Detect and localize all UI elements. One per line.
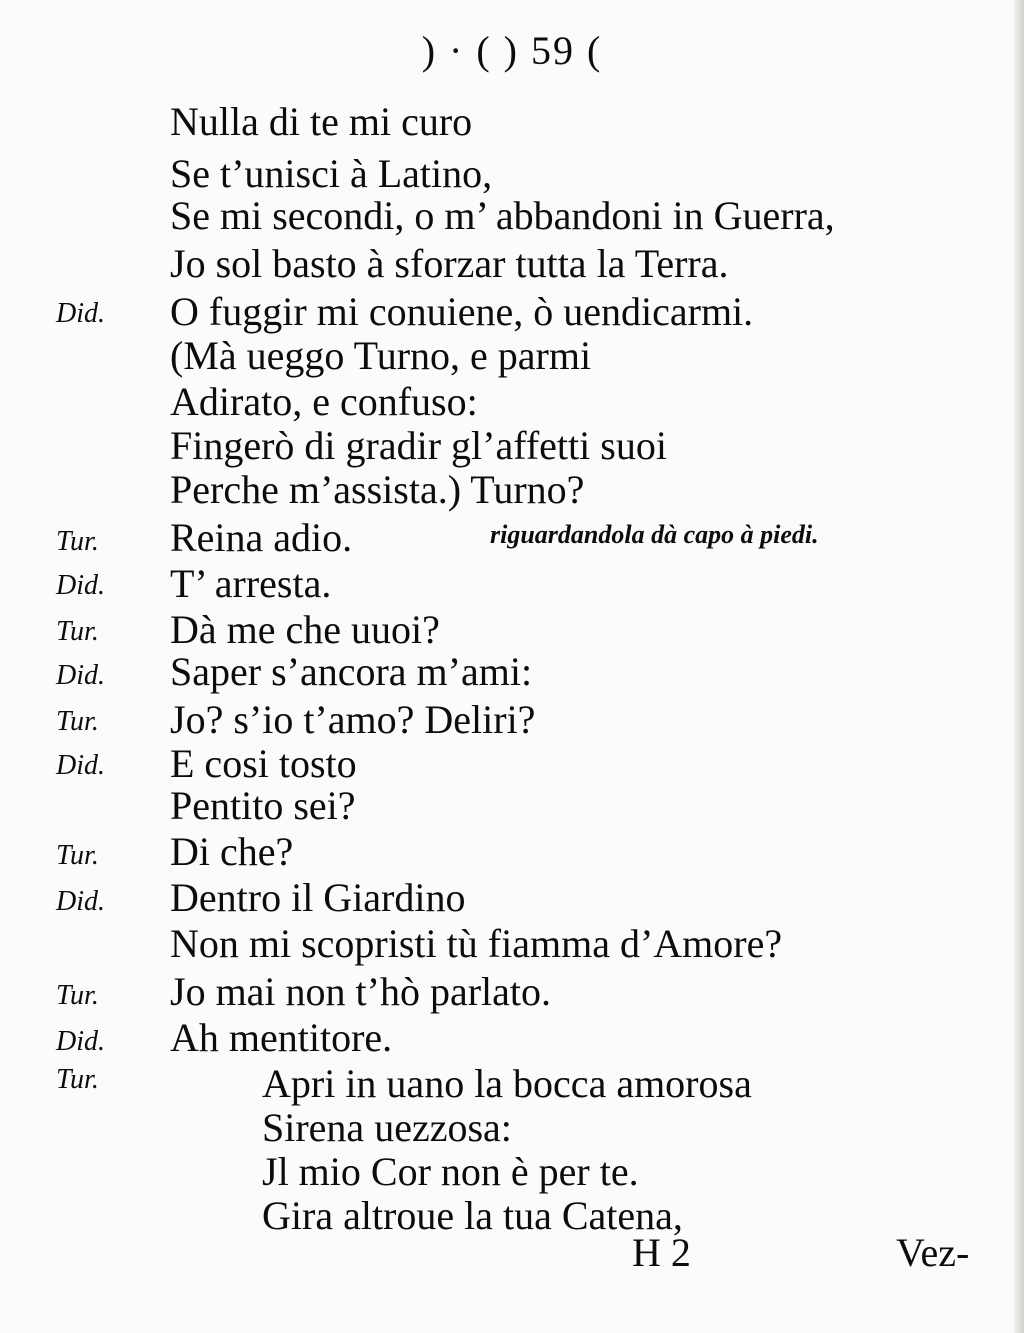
verse-line: Ah mentitore.	[170, 1015, 393, 1060]
verse-line: Nulla di te mi curo	[170, 99, 473, 144]
verse-line: E cosi tosto	[170, 741, 357, 786]
verse-line: Se t’unisci à Latino,	[170, 151, 493, 196]
stage-direction: riguardandola dà capo à piedi.	[490, 520, 819, 549]
speaker-label: Tur.	[56, 616, 99, 647]
verse-line: Apri in uano la bocca amorosa	[262, 1061, 752, 1106]
verse-line: Dentro il Giardino	[170, 875, 466, 920]
page-edge-shadow	[1014, 0, 1024, 1333]
verse-line: Pentito sei?	[170, 783, 356, 828]
verse-line: Sirena uezzosa:	[262, 1105, 512, 1150]
speaker-label: Tur.	[56, 1064, 99, 1095]
verse-line: Jo? s’io t’amo? Deliri?	[170, 697, 536, 742]
verse-line: T’ arresta.	[170, 561, 332, 606]
verse-line: Jo sol basto à sforzar tutta la Terra.	[170, 241, 729, 286]
verse-line: (Mà ueggo Turno, e parmi	[170, 333, 592, 378]
verse-line: Se mi secondi, o m’ abbandoni in Guerra,	[170, 193, 835, 238]
speaker-label: Did.	[56, 886, 105, 917]
verse-line: Jo mai non t’hò parlato.	[170, 969, 552, 1014]
speaker-label: Tur.	[56, 840, 99, 871]
catchword: Vez-	[896, 1230, 970, 1275]
verse-line: Reina adio.	[170, 515, 353, 560]
speaker-label: Did.	[56, 570, 105, 601]
verse-line: Dà me che uuoi?	[170, 607, 440, 652]
verse-line: Di che?	[170, 829, 294, 874]
verse-line: Adirato, e confuso:	[170, 379, 478, 424]
speaker-label: Tur.	[56, 980, 99, 1011]
verse-line: Jl mio Cor non è per te.	[262, 1149, 639, 1194]
verse-line: Perche m’assista.) Turno?	[170, 467, 585, 512]
speaker-label: Did.	[56, 660, 105, 691]
speaker-label: Tur.	[56, 526, 99, 557]
verse-line: O fuggir mi conuiene, ò uendicarmi.	[170, 289, 754, 334]
speaker-label: Did.	[56, 750, 105, 781]
verse-line: Non mi scopristi tù fiamma d’Amore?	[170, 921, 783, 966]
page-header: ) · ( ) 59 (	[421, 28, 603, 73]
verse-line: Saper s’ancora m’ami:	[170, 649, 533, 694]
verse-line: Fingerò di gradir gl’affetti suoi	[170, 423, 667, 468]
speaker-label: Tur.	[56, 706, 99, 737]
speaker-label: Did.	[56, 298, 105, 329]
signature-mark: H 2	[632, 1230, 691, 1275]
verse-line: Gira altroue la tua Catena,	[262, 1193, 683, 1238]
speaker-label: Did.	[56, 1026, 105, 1057]
